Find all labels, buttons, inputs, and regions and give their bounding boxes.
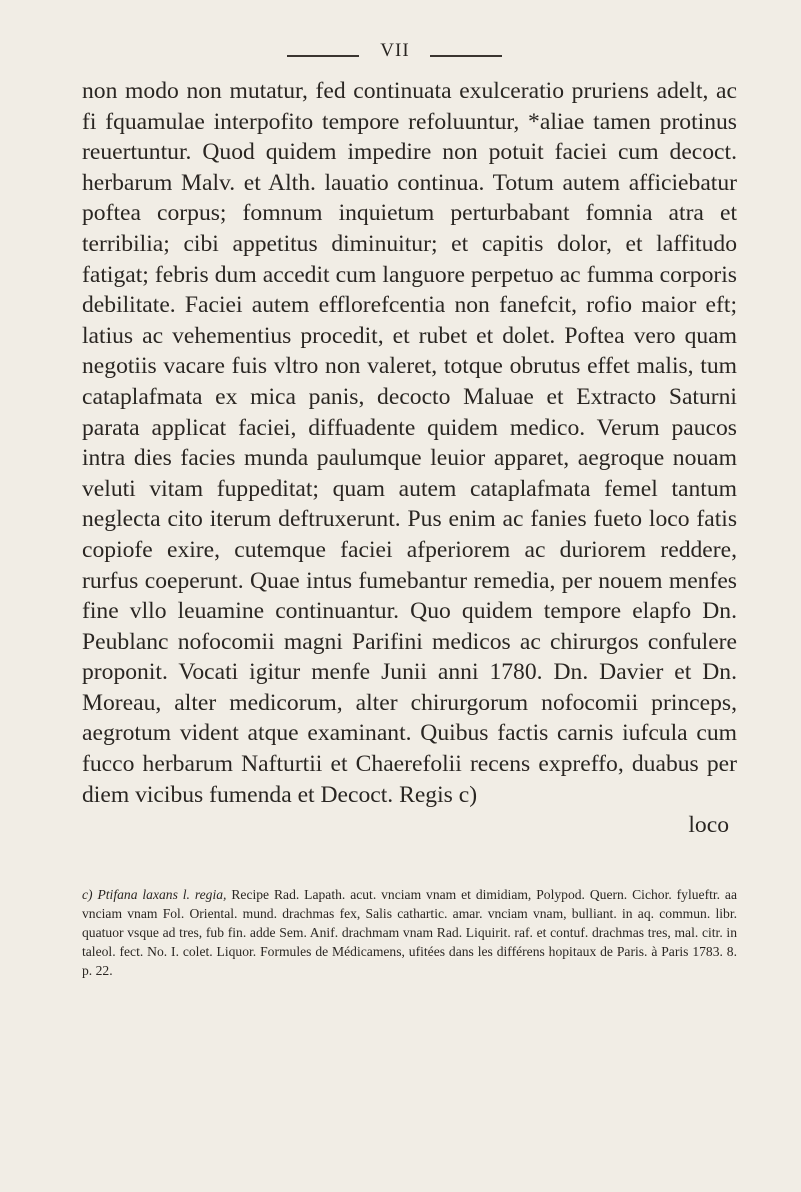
footnote-mark: c)	[82, 887, 93, 902]
catchword: loco	[688, 812, 729, 839]
footnote-lead: Ptifana laxans l. regia,	[97, 887, 227, 902]
footnote-text: Recipe Rad. Lapath. acut. vnciam vnam et dimidiam, Polypod. Quern. Cichor. fylueftr. aa vnciam vnam Fol. Oriental. mund. drachmas fex, Salis cathartic. amar. vnciam vnam, bulliant. in aq. commun. libr. quatuor vsque ad tres, fub fin. adde Sem. Anif. drachmam vnam Rad. Liquirit. raf. et contuf. drachmas tres, mal. citr. in taleol. fect. No. I. colet. Liquor. Formules de Médicamens, ufitées dans les différens hopitaux de Paris. à Paris 1783. 8. p. 22.	[82, 887, 738, 978]
page-number: VII	[380, 40, 410, 61]
footnote-paragraph	[82, 885, 737, 980]
footnote	[82, 885, 737, 980]
page-header	[0, 40, 801, 70]
header-rule-right	[430, 55, 502, 57]
main-text	[82, 76, 737, 841]
body-paragraph: non modo non mutatur, fed continuata exulceratio pruriens adelt, ac fi fquamulae interpofito tempore refoluuntur, *aliae tamen protinus reuertuntur. Quod quidem impedire non potuit faciei cum decoct. herbarum Malv. et Alth. lauatio continua. Totum autem afficiebatur poftea corpus; fomnum inquietum perturbabant fomnia atra et terribilia; cibi appetitus diminuitur; et capitis dolor, et laffitudo fatigat; febris dum accedit cum languore perpetuo ac fumma corporis debilitate. Faciei autem efflorefcentia non fanefcit, rofio maior eft; latius ac vehementius procedit, et rubet et dolet. Poftea vero quam negotiis vacare fuis vltro non valeret, totque obrutus effet malis, tum cataplafmata ex mica panis, decocto Maluae et Extracto Saturni parata applicat faciei, diffuadente quidem medico. Verum paucos intra dies facies munda paulumque leuior apparet, aegroque nouam veluti vitam fuppeditat; quam autem cataplafmata femel tantum neglecta cito iterum deftruxerunt. Pus enim ac fanies fueto loco fatis copiofe exire, cutemque faciei afperiorem ac duriorem reddere, rurfus coeperunt. Quae intus fumebantur remedia, per nouem menfes fine vllo leuamine continuantur. Quo quidem tempore elapfo Dn. Peublanc nofocomii magni Parifini medicos ac chirurgos confulere proponit. Vocati igitur menfe Junii anni 1780. Dn. Davier et Dn. Moreau, alter medicorum, alter chirurgorum nofocomii princeps, aegrotum vident atque examinant. Quibus factis carnis iufcula cum fucco herbarum Nafturtii et Chaerefolii recens expreffo, duabus per diem vicibus fumenda et Decoct. Regis c)	[82, 78, 737, 808]
header-rule-left	[287, 55, 359, 57]
